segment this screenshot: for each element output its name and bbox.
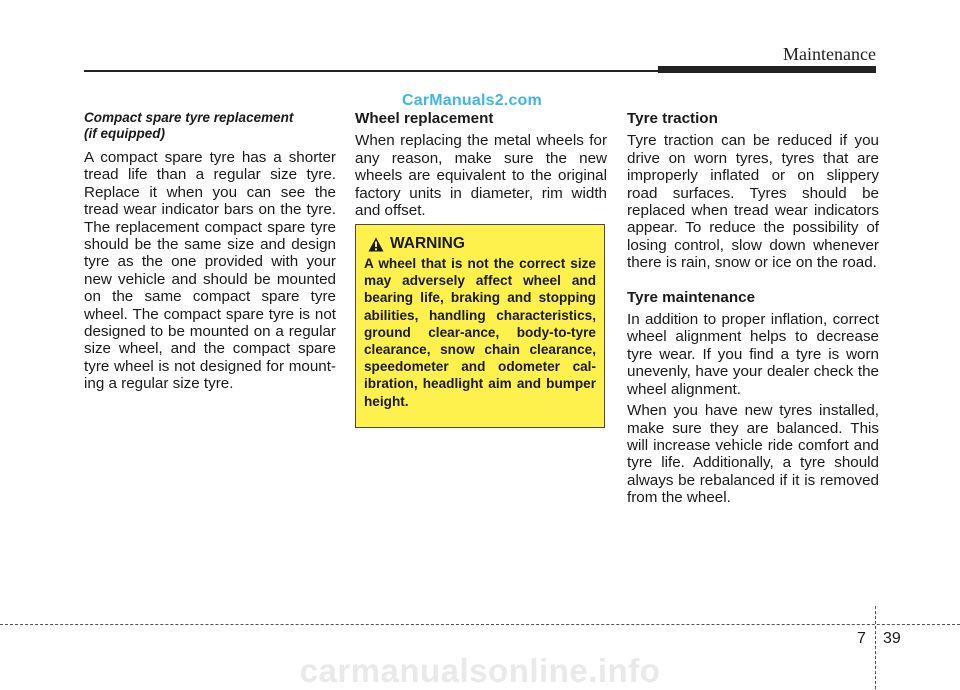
tyre-traction-body: Tyre traction can be reduced if you drive on worn tyres, tyres that are improperly inflated or on slippery road surfaces. Tyres should be replaced when tread wear indicators appear. To reduce the possibility of losing control, slow down whenever there is rain, snow or ice on the road. <box>627 132 879 272</box>
column-3 <box>627 110 879 507</box>
tyre-traction-heading: Tyre traction <box>627 110 718 127</box>
watermark-top: CarManuals2.com <box>402 92 542 109</box>
warning-box <box>355 224 605 428</box>
wheel-replacement-heading: Wheel replacement <box>355 110 494 127</box>
warning-header <box>368 235 596 253</box>
header-rule-thin <box>84 70 704 72</box>
header-title: Maintenance <box>783 44 876 64</box>
tyre-balance-body: When you have new tyres installed, make sure they are balanced. This will increase vehicle ride comfort and tyre life. Additionally, a tyre should always be rebalanced if it is removed from the wheel. <box>627 402 879 507</box>
warning-title: WARNING <box>390 235 465 252</box>
compact-spare-subtitle-line1: Compact spare tyre replacement <box>84 110 294 125</box>
compact-spare-subtitle-line2: (if equipped) <box>84 126 165 141</box>
watermark-bottom: carmanualsonline.info <box>299 652 661 689</box>
compact-spare-subtitle <box>84 110 336 142</box>
tyre-maintenance-body: In addition to proper inflation, correct wheel alignment helps to decrease tyre wear. If you find a tyre is worn unevenly, have your dealer check the wheel alignment. <box>627 311 879 398</box>
tyre-maintenance-heading: Tyre maintenance <box>627 288 756 306</box>
column-1 <box>84 110 336 393</box>
warning-text: A wheel that is not the correct size may adversely affect wheel and bearing life, braking and stopping abilities, handling characteristics, ground clear-ance, body-to-tyre clearance, snow chain clearance, speedometer and odometer cal-ibration, headlight aim and bumper height. <box>364 256 596 409</box>
page-number: 39 <box>883 630 901 647</box>
header-rule-thick <box>658 66 876 73</box>
column-2 <box>355 110 607 219</box>
footer-dashed-line <box>0 624 960 625</box>
compact-spare-body: A compact spare tyre has a shorter tread life than a regular size tyre. Replace it when you can see the tread wear indicator bars on the tyre. The replacement compact spare tyre should be the same size and design tyre as the one provided with your new vehicle and should be mounted on the same compact spare tyre wheel. The compact spare tyre is not designed to be mounted on a regular size wheel, and the compact spare tyre wheel is not designed for mount-ing a regular size tyre. <box>84 149 336 393</box>
wheel-replacement-body: When replacing the metal wheels for any reason, make sure the new wheels are equivalent to the original factory units in diameter, rim width and offset. <box>355 132 607 220</box>
warning-triangle-icon <box>368 237 384 252</box>
page-chapter: 7 <box>857 630 866 647</box>
